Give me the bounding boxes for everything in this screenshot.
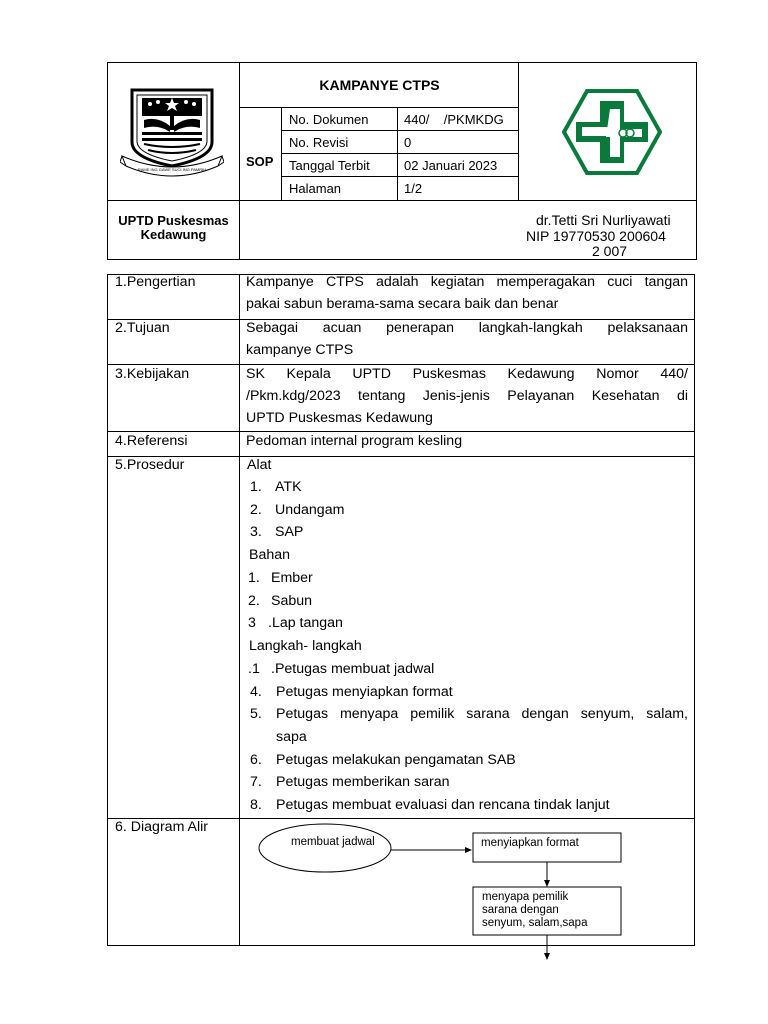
- alat-item-1-num: 1.: [250, 479, 262, 495]
- meta-value-tanggal: 02 Januari 2023: [404, 158, 498, 173]
- langkah-item-6-num: 8.: [250, 797, 262, 813]
- alat-item-3-num: 3.: [250, 524, 262, 540]
- meta-value-dokumen: 440/ /PKMKDG: [404, 112, 504, 127]
- seal-motto: RAME ING GAWE SUCI ING PAMRIH: [137, 167, 207, 172]
- label-prosedur: 5.Prosedur: [115, 457, 185, 473]
- bahan-item-1: Ember: [271, 570, 313, 586]
- flow-step-2-label: menyiapkan format: [481, 837, 579, 849]
- langkah-item-4: Petugas melakukan pengamatan SAB: [276, 752, 516, 768]
- flow-step-3-line-3: senyum, salam,sapa: [482, 917, 588, 929]
- meta-label-revisi: No. Revisi: [289, 135, 349, 150]
- langkah-item-2: Petugas menyiapkan format: [276, 684, 453, 700]
- flow-step-3-line-2: sarana dengan: [482, 904, 559, 916]
- meta-value-revisi: 0: [404, 135, 412, 150]
- meta-label-tanggal: Tanggal Terbit: [289, 158, 370, 173]
- bahan-heading: Bahan: [249, 547, 291, 563]
- alat-item-3: SAP: [275, 524, 304, 540]
- signer-name: dr.Tetti Sri Nurliyawati: [536, 212, 671, 228]
- meta-value-halaman: 1/2: [404, 181, 423, 196]
- bahan-item-2-num: 2.: [248, 593, 260, 609]
- flow-step-1-label: membuat jadwal: [291, 836, 375, 848]
- langkah-heading: Langkah- langkah: [249, 638, 362, 654]
- langkah-item-3-num: 5.: [250, 706, 262, 722]
- langkah-item-1: .Petugas membuat jadwal: [271, 661, 435, 677]
- label-tujuan: 2.Tujuan: [115, 320, 170, 336]
- pengertian-line-1: Kampanye CTPS adalah kegiatan memperagakan cuci tangan: [246, 274, 688, 290]
- langkah-item-1-num: .1: [248, 661, 260, 677]
- org-name-line2: Kedawung: [140, 227, 207, 242]
- langkah-item-2-num: 4.: [250, 684, 262, 700]
- langkah-item-4-num: 6.: [250, 752, 262, 768]
- sop-label: SOP: [246, 154, 274, 169]
- langkah-item-3: Petugas menyapa pemilik sarana dengan senyum, salam,: [276, 706, 688, 722]
- document-title: KAMPANYE CTPS: [319, 77, 440, 93]
- pengertian-line-2: pakai sabun berama-sama secara baik dan benar: [246, 296, 559, 312]
- org-name-line1: UPTD Puskesmas: [118, 213, 229, 228]
- kebijakan-line-3: UPTD Puskesmas Kedawung: [246, 410, 433, 426]
- signer-nip-suffix: 2 007: [592, 243, 628, 259]
- bahan-item-1-num: 1.: [248, 570, 260, 586]
- referensi-text: Pedoman internal program kesling: [246, 433, 463, 449]
- puskesmas-logo: [562, 89, 662, 175]
- meta-label-halaman: Halaman: [289, 181, 342, 196]
- langkah-item-3-cont: sapa: [276, 729, 307, 745]
- bahan-item-3: .Lap tangan: [268, 615, 343, 631]
- meta-label-dokumen: No. Dokumen: [289, 112, 369, 127]
- label-kebijakan: 3.Kebijakan: [115, 366, 190, 382]
- alat-heading: Alat: [247, 457, 272, 473]
- label-diagram-alir: 6. Diagram Alir: [115, 819, 209, 835]
- label-pengertian: 1.Pengertian: [115, 274, 196, 290]
- signer-nip: NIP 19770530 200604: [526, 228, 666, 244]
- tujuan-line-2: kampanye CTPS: [246, 342, 354, 358]
- tujuan-line-1: Sebagai acuan penerapan langkah-langkah pelaksanaan: [246, 320, 688, 336]
- alat-item-2: Undangam: [275, 502, 345, 518]
- kabupaten-seal-logo: [120, 86, 224, 178]
- kebijakan-line-2: /Pkm.kdg/2023 tentang Jenis-jenis Pelayanan Kesehatan di: [246, 388, 688, 404]
- bahan-item-2: Sabun: [271, 593, 313, 609]
- kebijakan-line-1: SK Kepala UPTD Puskesmas Kedawung Nomor 440/: [246, 366, 688, 382]
- flow-step-3-line-1: menyapa pemilik: [482, 891, 569, 903]
- langkah-item-6: Petugas membuat evaluasi dan rencana tindak lanjut: [276, 797, 610, 813]
- langkah-item-5-num: 7.: [250, 774, 262, 790]
- label-referensi: 4.Referensi: [115, 433, 188, 449]
- langkah-item-5: Petugas memberikan saran: [276, 774, 450, 790]
- alat-item-2-num: 2.: [250, 502, 262, 518]
- alat-item-1: ATK: [275, 479, 302, 495]
- bahan-item-3-num: 3: [248, 615, 256, 631]
